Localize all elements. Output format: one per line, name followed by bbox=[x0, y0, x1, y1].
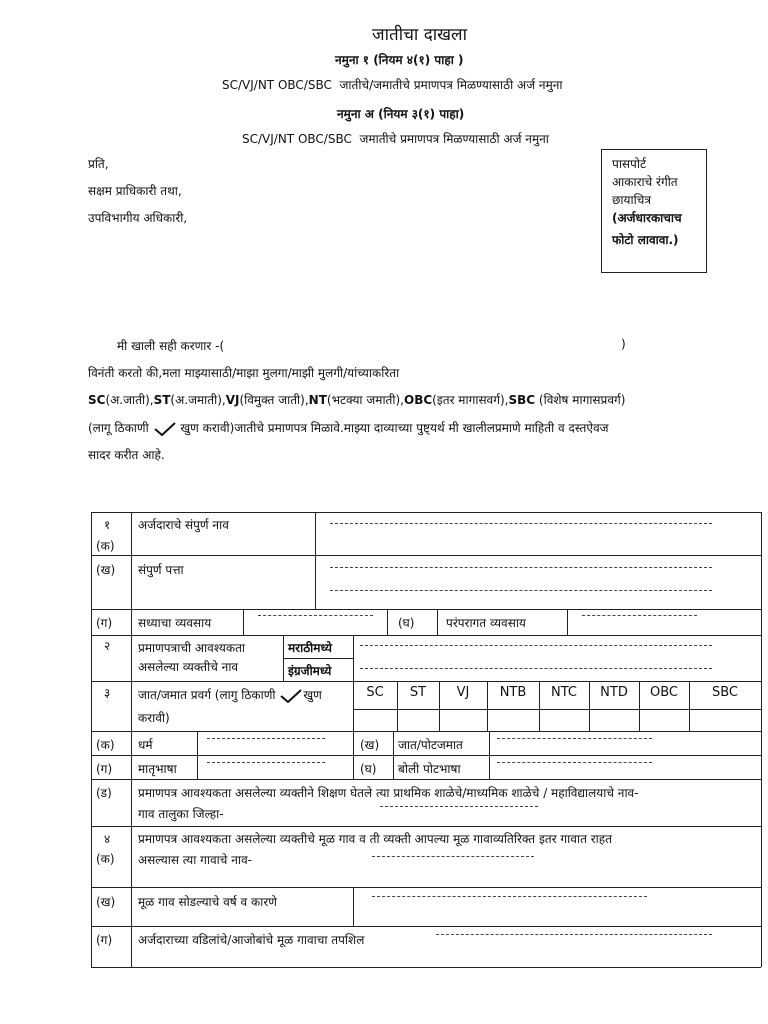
address-field-line-2[interactable] bbox=[330, 590, 712, 591]
row-2-sub: (ख) bbox=[96, 563, 116, 577]
school-field[interactable] bbox=[380, 806, 538, 807]
row-1-number: १ bbox=[104, 518, 111, 532]
row-3-sub-2: (घ) bbox=[398, 616, 415, 630]
ancestral-village-label: अर्जदाराच्या वडिलांचे/आजोबांचे मूळ गावाचा तपशिल bbox=[138, 933, 365, 947]
category-obc: OBC bbox=[650, 685, 678, 700]
row-7-sub-2: (घ) bbox=[360, 762, 377, 776]
left-village-field[interactable] bbox=[372, 896, 647, 897]
photo-box-line-1: पासपोर्ट bbox=[612, 157, 647, 171]
current-occupation-field[interactable] bbox=[258, 615, 373, 616]
signer-close: ) bbox=[621, 337, 626, 351]
row-3-sub: (ग) bbox=[96, 616, 113, 630]
category-ntd: NTD bbox=[600, 685, 628, 700]
native-village-field[interactable] bbox=[372, 856, 534, 857]
address-line-3: उपविभागीय अधिकारी, bbox=[88, 211, 188, 225]
left-village-label: मूळ गाव सोडल्याचे वर्ष व कारणे bbox=[138, 895, 277, 909]
caste-category-label: जात/जमात प्रवर्ग (लागु ठिकाणी खुण bbox=[138, 688, 322, 702]
ancestral-village-field[interactable] bbox=[436, 934, 712, 935]
row-8-sub: (ड) bbox=[96, 786, 112, 800]
photo-box-line-3: छायाचित्र bbox=[612, 193, 651, 207]
category-checkbox-ntb[interactable] bbox=[487, 710, 539, 731]
caste-category-label-2: करावी) bbox=[138, 711, 170, 725]
category-sc: SC bbox=[366, 685, 384, 700]
village-taluka-district-label: गाव तालुका जिल्हा- bbox=[138, 807, 224, 821]
request-line: विनंती करतो की,मला माझ्यासाठी/माझा मुलगा/माझी मुलगी/यांच्याकरिता bbox=[88, 366, 400, 380]
name-english-field[interactable] bbox=[360, 668, 712, 669]
category-ntb: NTB bbox=[499, 685, 527, 700]
row-9-sub: (क) bbox=[96, 852, 115, 866]
category-ntc: NTC bbox=[551, 685, 577, 700]
row-9-number: ४ bbox=[104, 832, 111, 846]
sub-caste-label: जात/पोटजमात bbox=[398, 738, 463, 752]
religion-field[interactable] bbox=[207, 738, 325, 739]
category-checkbox-ntc[interactable] bbox=[539, 710, 589, 731]
dialect-field[interactable] bbox=[497, 762, 652, 763]
category-checkbox-sbc[interactable] bbox=[689, 710, 761, 731]
certificate-person-label-1: प्रमाणपत्राची आवश्यकता bbox=[138, 641, 246, 655]
checkmark-icon bbox=[153, 422, 177, 436]
mother-tongue-label: मातृभाषा bbox=[138, 762, 177, 776]
category-sbc: SBC bbox=[711, 685, 739, 700]
signer-label: मी खाली सही करणार -( bbox=[117, 339, 225, 353]
english-label: इंग्रजीमध्ये bbox=[288, 664, 332, 678]
category-st: ST bbox=[409, 685, 427, 700]
current-occupation-label: सध्याचा व्यवसाय bbox=[138, 616, 212, 630]
row-6-sub-2: (ख) bbox=[360, 738, 380, 752]
category-checkbox-st[interactable] bbox=[397, 710, 439, 731]
name-marathi-field[interactable] bbox=[360, 645, 712, 646]
row-7-sub: (ग) bbox=[96, 762, 113, 776]
category-checkbox-ntd[interactable] bbox=[589, 710, 639, 731]
form-1-description: SC/VJ/NT OBC/SBC जातीचे/जमातीचे प्रमाणपत्र मिळण्यासाठी अर्ज नमुना bbox=[222, 78, 563, 92]
mother-tongue-field[interactable] bbox=[207, 762, 325, 763]
row-4-number: २ bbox=[104, 639, 111, 653]
row-10-sub: (ख) bbox=[96, 895, 116, 909]
category-checkbox-vj[interactable] bbox=[439, 710, 487, 731]
row-5-number: ३ bbox=[104, 686, 111, 700]
checkmark-icon bbox=[279, 689, 303, 703]
address-field-line-1[interactable] bbox=[330, 567, 712, 568]
form-title: जातीचा दाखला bbox=[372, 25, 467, 45]
applicant-name-label: अर्जदाराचे संपुर्ण नाव bbox=[138, 518, 229, 532]
category-line: SC(अ.जाती),ST(अ.जमाती),VJ(विमुक्त जाती),NT(भटक्या जमाती),OBC(इतर मागासवर्ग),SBC (विशेष मागासप्रवर्ग) bbox=[88, 393, 626, 407]
row-6-sub: (क) bbox=[96, 738, 115, 752]
native-village-label-2: असल्यास त्या गावाचे नाव- bbox=[138, 853, 252, 867]
sub-caste-field[interactable] bbox=[497, 738, 652, 739]
category-vj: VJ bbox=[456, 685, 470, 700]
photo-box-line-4: (अर्जधारकाचाच bbox=[612, 211, 682, 225]
address-label: संपुर्ण पत्ता bbox=[138, 563, 184, 577]
marathi-label: मराठीमध्ये bbox=[288, 641, 332, 655]
form-number-2: नमुना अ (नियम ३(१) पाहा) bbox=[337, 107, 465, 121]
instruction-line: (लागू ठिकाणी खुण करावी)जातीचे प्रमाणपत्र मिळावे.माझ्या दाव्याच्या पुष्ट्यर्थ मी खालीलप्रमाणे माहिती व दस्तऐवज bbox=[88, 421, 609, 435]
row-1-sub: (क) bbox=[96, 539, 115, 553]
native-village-label-1: प्रमाणपत्र आवश्यकता असलेल्या व्यक्तीचे मूळ गाव व ती व्यक्ती आपल्या मूळ गावाव्यतिरिक्त इतर गावात राहत bbox=[138, 832, 612, 846]
photo-box-line-5: फोटो लावावा.) bbox=[612, 233, 679, 247]
category-checkbox-sc[interactable] bbox=[353, 710, 397, 731]
form-number-1: नमुना १ (नियम ४(१) पाहा ) bbox=[335, 53, 464, 67]
address-line-2: सक्षम प्राधिकारी तथा, bbox=[88, 184, 182, 198]
applicant-name-field[interactable] bbox=[330, 523, 712, 524]
category-checkbox-obc[interactable] bbox=[639, 710, 689, 731]
submission-line: सादर करीत आहे. bbox=[88, 448, 165, 462]
row-11-sub: (ग) bbox=[96, 933, 113, 947]
address-line-1: प्रति, bbox=[88, 157, 109, 171]
traditional-occupation-field[interactable] bbox=[582, 615, 697, 616]
religion-label: धर्म bbox=[138, 738, 153, 752]
certificate-person-label-2: असलेल्या व्यक्तीचे नाव bbox=[138, 660, 239, 674]
photo-box[interactable] bbox=[601, 149, 707, 273]
traditional-occupation-label: परंपरागत व्यवसाय bbox=[446, 616, 526, 630]
school-label: प्रमाणपत्र आवश्यकता असलेल्या व्यक्तीने शिक्षण घेतले त्या प्राथमिक शाळेचे/माध्यमिक शाळेचे / महाविद्यालयाचे नाव- bbox=[138, 786, 639, 800]
photo-box-line-2: आकाराचे रंगीत bbox=[612, 175, 678, 189]
dialect-label: बोली पोटभाषा bbox=[398, 762, 461, 776]
form-2-description: SC/VJ/NT OBC/SBC जमातीचे प्रमाणपत्र मिळण्यासाठी अर्ज नमुना bbox=[242, 132, 549, 146]
